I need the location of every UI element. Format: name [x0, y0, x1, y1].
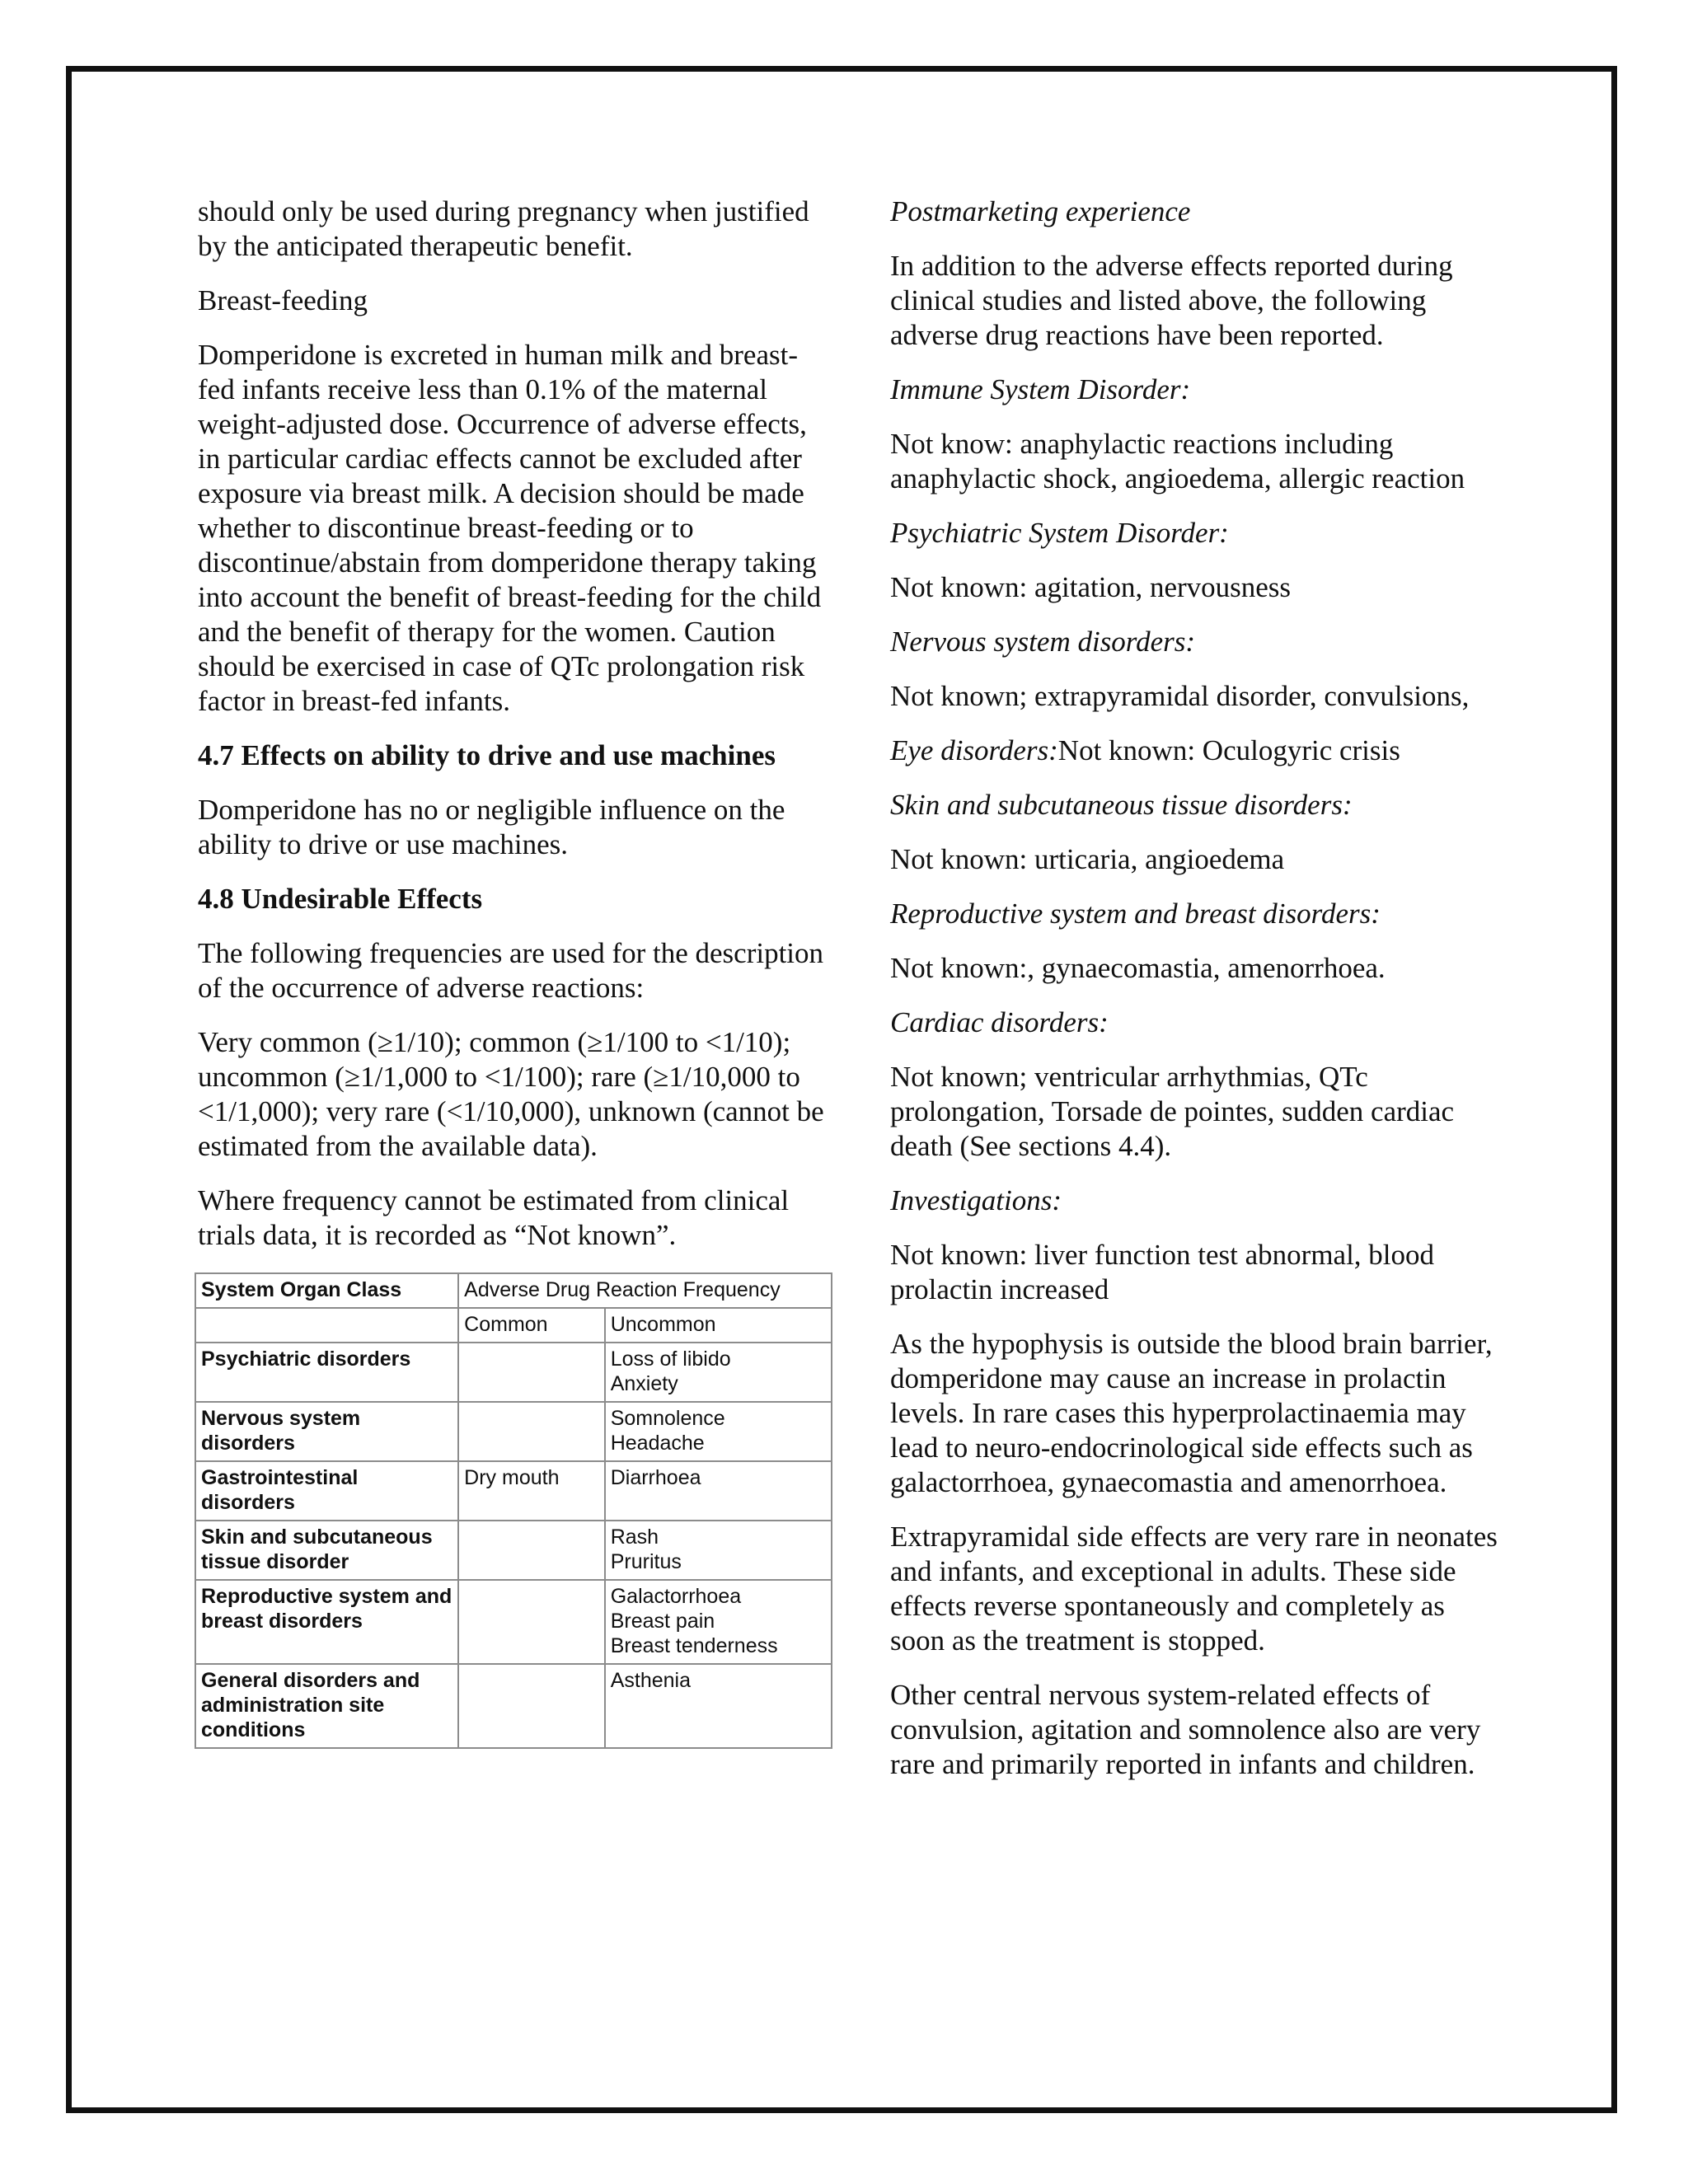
uncommon-item: Loss of libido [610, 1347, 731, 1371]
pregnancy-paragraph: should only be used during pregnancy when justified by the anticipated therapeutic benefit. [198, 195, 809, 262]
common-cell [458, 1343, 605, 1402]
uncommon-item: Galactorrhoea [610, 1585, 742, 1608]
common-cell [458, 1580, 605, 1664]
table-row [195, 1664, 832, 1748]
hypophysis-paragraph: As the hypophysis is outside the blood brain barrier, domperidone may cause an increase in prolactin levels. In rare cases this hyperprolactinaemia may lead to neuro-endocrinological side effects such as galactorrhoea, gynaecomastia and amenorrhoea. [890, 1328, 1493, 1498]
uncommon-item: Headache [610, 1432, 705, 1455]
common-cell [458, 1521, 605, 1580]
uncommon-cell [605, 1343, 832, 1402]
table-subheader-row [195, 1308, 832, 1343]
section-4-8-heading: 4.8 Undesirable Effects [198, 883, 483, 915]
breastfeeding-paragraph: Domperidone is excreted in human milk and breast-fed infants receive less than 0.1% of the maternal weight-adjusted dose. Occurrence of adverse effects, in particular cardiac effects cannot be excluded after exposure via breast milk. A decision should be made whether to discontinue breast-feeding or to discontinue/abstain from domperidone therapy taking into account the benefit of breast-feeding for the child and the benefit of therapy for the women. Caution should be exercised in case of QTc prolongation risk factor in breast-fed infants. [198, 339, 822, 717]
uncommon-item: Asthenia [610, 1669, 692, 1692]
soc-cell: Gastrointestinal disorders [195, 1461, 458, 1521]
uncommon-item: Pruritus [610, 1550, 682, 1573]
table-header-row [195, 1273, 832, 1308]
not-known-note: Where frequency cannot be estimated from clinical trials data, it is recorded as “Not known”. [198, 1184, 790, 1251]
section-4-7-text: Domperidone has no or negligible influence on the ability to drive or use machines. [198, 794, 785, 860]
soc-cell: General disorders and administration site conditions [195, 1664, 458, 1748]
subheader-empty [195, 1308, 458, 1343]
common-cell: Dry mouth [458, 1461, 605, 1521]
eye-disorders-line [890, 733, 1500, 768]
reproductive-text: Not known:, gynaecomastia, amenorrhoea. [890, 952, 1386, 984]
common-cell [458, 1402, 605, 1461]
soc-cell: Skin and subcutaneous tissue disorder [195, 1521, 458, 1580]
eye-heading: Eye disorders: [890, 734, 1058, 766]
subheader-common: Common [458, 1308, 605, 1343]
skin-heading: Skin and subcutaneous tissue disorders: [890, 789, 1353, 821]
investigations-text: Not known: liver function test abnormal, blood prolactin increased [890, 1239, 1435, 1305]
common-cell [458, 1664, 605, 1748]
section-4-7 [198, 738, 832, 862]
table-row [195, 1461, 832, 1521]
investigations-heading: Investigations: [890, 1184, 1062, 1216]
uncommon-item: Rash [610, 1526, 659, 1549]
extrapyramidal-paragraph: Extrapyramidal side effects are very rare in neonates and infants, and exceptional in adults. These side effects reverse spontaneously and completely as soon as the treatment is stopped. [890, 1521, 1498, 1657]
uncommon-item: Breast tenderness [610, 1634, 778, 1657]
uncommon-cell [605, 1664, 832, 1748]
immune-text: Not know: anaphylactic reactions including anaphylactic shock, angioedema, allergic reaction [890, 428, 1465, 494]
uncommon-item: Somnolence [610, 1407, 725, 1430]
uncommon-item: Breast pain [610, 1610, 715, 1633]
subheader-uncommon: Uncommon [605, 1308, 832, 1343]
frequency-definitions: Very common (≥1/10); common (≥1/100 to <1/10); uncommon (≥1/1,000 to <1/100); rare (≥1/10,000 to <1/1,000); very rare (<1/10,000), unknown (cannot be estimated from the available data). [198, 1026, 824, 1162]
uncommon-cell [605, 1580, 832, 1664]
table-row [195, 1402, 832, 1461]
soc-cell: Reproductive system and breast disorders [195, 1580, 458, 1664]
uncommon-cell [605, 1521, 832, 1580]
uncommon-item: Anxiety [610, 1372, 678, 1395]
reproductive-heading: Reproductive system and breast disorders: [890, 898, 1381, 930]
right-column [890, 194, 1500, 1802]
table-row [195, 1580, 832, 1664]
uncommon-item: Diarrhoea [610, 1466, 701, 1489]
section-4-7-heading: 4.7 Effects on ability to drive and use machines [198, 739, 776, 771]
psychiatric-heading: Psychiatric System Disorder: [890, 517, 1229, 549]
eye-text: Not known: Oculogyric crisis [1057, 734, 1400, 766]
skin-text: Not known: urticaria, angioedema [890, 843, 1285, 875]
left-column [198, 194, 832, 1749]
section-4-8 [198, 882, 832, 1005]
nervous-text: Not known; extrapyramidal disorder, convulsions, [890, 680, 1470, 712]
cardiac-heading: Cardiac disorders: [890, 1006, 1109, 1038]
section-4-8-intro: The following frequencies are used for the description of the occurrence of adverse reactions: [198, 937, 824, 1004]
header-adr-frequency: Adverse Drug Reaction Frequency [458, 1273, 832, 1308]
psychiatric-text: Not known: agitation, nervousness [890, 571, 1292, 603]
uncommon-cell [605, 1402, 832, 1461]
cns-paragraph: Other central nervous system-related effects of convulsion, agitation and somnolence also are very rare and primarily reported in infants and children. [890, 1679, 1481, 1780]
header-system-organ-class: System Organ Class [195, 1273, 458, 1308]
immune-heading: Immune System Disorder: [890, 373, 1191, 405]
table-row [195, 1343, 832, 1402]
nervous-heading: Nervous system disorders: [890, 626, 1196, 658]
soc-cell: Nervous system disorders [195, 1402, 458, 1461]
postmarketing-heading: Postmarketing experience [890, 195, 1191, 227]
cardiac-text: Not known; ventricular arrhythmias, QTc prolongation, Torsade de pointes, sudden cardiac death (See sections 4.4). [890, 1061, 1455, 1162]
uncommon-cell [605, 1461, 832, 1521]
soc-cell: Psychiatric disorders [195, 1343, 458, 1402]
table-row [195, 1521, 832, 1580]
adverse-reaction-table [195, 1272, 832, 1749]
breastfeeding-heading: Breast-feeding [198, 284, 368, 316]
postmarketing-intro: In addition to the adverse effects reported during clinical studies and listed above, the following adverse drug reactions have been reported. [890, 250, 1453, 351]
